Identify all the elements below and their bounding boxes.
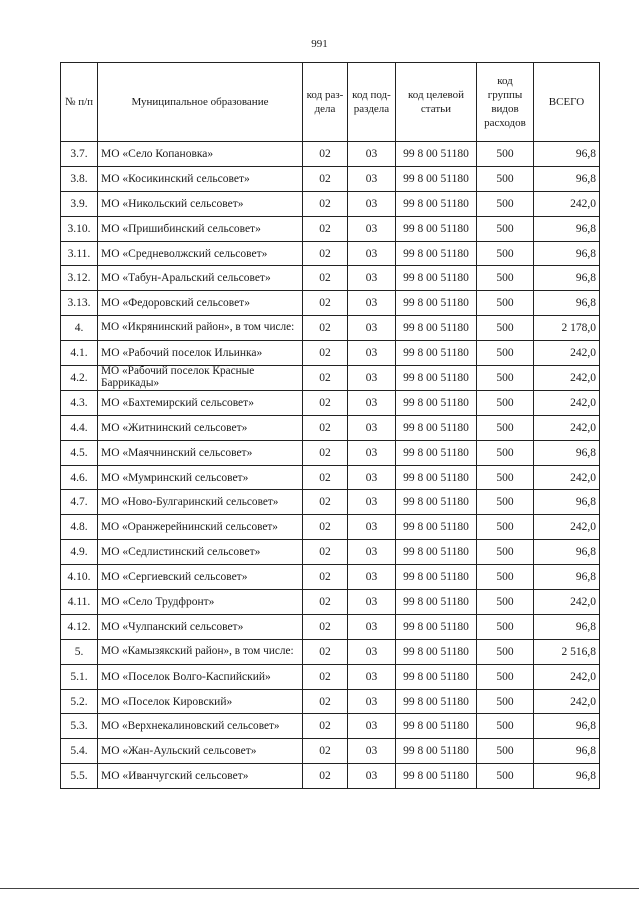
cell-subsection: 03 (348, 664, 396, 689)
table-row (61, 590, 600, 615)
cell-target: 99 8 00 51180 (396, 291, 477, 316)
cell-name: МО «Поселок Волго-Каспийский» (98, 664, 303, 689)
cell-target: 99 8 00 51180 (396, 440, 477, 465)
cell-name: МО «Табун-Аральский сельсовет» (98, 266, 303, 291)
cell-section: 02 (303, 142, 348, 167)
cell-group: 500 (477, 316, 534, 341)
cell-section: 02 (303, 614, 348, 639)
cell-group: 500 (477, 341, 534, 366)
cell-num: 5. (61, 639, 98, 664)
cell-target: 99 8 00 51180 (396, 689, 477, 714)
cell-section: 02 (303, 689, 348, 714)
cell-target: 99 8 00 51180 (396, 341, 477, 366)
cell-subsection: 03 (348, 465, 396, 490)
cell-total: 242,0 (534, 664, 600, 689)
cell-num: 5.3. (61, 714, 98, 739)
table-row (61, 415, 600, 440)
cell-name: МО «Чулпанский сельсовет» (98, 614, 303, 639)
cell-subsection: 03 (348, 415, 396, 440)
cell-group: 500 (477, 440, 534, 465)
cell-subsection: 03 (348, 639, 396, 664)
cell-section: 02 (303, 739, 348, 764)
cell-total: 96,8 (534, 714, 600, 739)
cell-section: 02 (303, 415, 348, 440)
cell-section: 02 (303, 440, 348, 465)
cell-subsection: 03 (348, 540, 396, 565)
cell-target: 99 8 00 51180 (396, 390, 477, 415)
cell-section: 02 (303, 366, 348, 391)
header-name: Муниципальное образование (98, 63, 303, 142)
cell-target: 99 8 00 51180 (396, 366, 477, 391)
cell-target: 99 8 00 51180 (396, 316, 477, 341)
cell-target: 99 8 00 51180 (396, 241, 477, 266)
cell-name: МО «Икрянинский район», в том числе: (98, 316, 303, 341)
table-row (61, 565, 600, 590)
cell-target: 99 8 00 51180 (396, 764, 477, 789)
cell-group: 500 (477, 689, 534, 714)
cell-name: МО «Село Копановка» (98, 142, 303, 167)
cell-name: МО «Оранжерейнинский сельсовет» (98, 515, 303, 540)
table-row (61, 515, 600, 540)
cell-group: 500 (477, 565, 534, 590)
cell-section: 02 (303, 166, 348, 191)
cell-total: 96,8 (534, 440, 600, 465)
cell-target: 99 8 00 51180 (396, 714, 477, 739)
cell-group: 500 (477, 366, 534, 391)
table-row (61, 465, 600, 490)
cell-total: 242,0 (534, 515, 600, 540)
cell-total: 242,0 (534, 366, 600, 391)
table-row (61, 316, 600, 341)
cell-section: 02 (303, 316, 348, 341)
cell-subsection: 03 (348, 515, 396, 540)
table-row (61, 366, 600, 391)
cell-name: МО «Средневолжский сельсовет» (98, 241, 303, 266)
cell-subsection: 03 (348, 266, 396, 291)
cell-num: 5.2. (61, 689, 98, 714)
cell-total: 96,8 (534, 166, 600, 191)
cell-target: 99 8 00 51180 (396, 142, 477, 167)
cell-group: 500 (477, 590, 534, 615)
cell-total: 242,0 (534, 191, 600, 216)
cell-section: 02 (303, 639, 348, 664)
table-row (61, 440, 600, 465)
table-row (61, 764, 600, 789)
cell-name: МО «Седлистинский сельсовет» (98, 540, 303, 565)
cell-num: 4.1. (61, 341, 98, 366)
cell-section: 02 (303, 465, 348, 490)
table-row (61, 714, 600, 739)
cell-section: 02 (303, 590, 348, 615)
cell-num: 4.6. (61, 465, 98, 490)
cell-num: 3.12. (61, 266, 98, 291)
cell-target: 99 8 00 51180 (396, 415, 477, 440)
cell-section: 02 (303, 515, 348, 540)
cell-target: 99 8 00 51180 (396, 515, 477, 540)
cell-name: МО «Житнинский сельсовет» (98, 415, 303, 440)
cell-name: МО «Село Трудфронт» (98, 590, 303, 615)
cell-total: 96,8 (534, 764, 600, 789)
cell-num: 4.9. (61, 540, 98, 565)
cell-group: 500 (477, 390, 534, 415)
table-row (61, 341, 600, 366)
table-row (61, 266, 600, 291)
cell-group: 500 (477, 764, 534, 789)
cell-section: 02 (303, 490, 348, 515)
cell-num: 3.9. (61, 191, 98, 216)
cell-name: МО «Рабочий поселок Ильинка» (98, 341, 303, 366)
table-row (61, 191, 600, 216)
cell-group: 500 (477, 714, 534, 739)
cell-name: МО «Федоровский сельсовет» (98, 291, 303, 316)
cell-group: 500 (477, 540, 534, 565)
cell-name: МО «Жан-Аульский сельсовет» (98, 739, 303, 764)
cell-num: 4.12. (61, 614, 98, 639)
header-subsection: код под-раздела (348, 63, 396, 142)
cell-section: 02 (303, 291, 348, 316)
cell-num: 3.7. (61, 142, 98, 167)
cell-name: МО «Поселок Кировский» (98, 689, 303, 714)
cell-num: 4.4. (61, 415, 98, 440)
cell-num: 4.3. (61, 390, 98, 415)
cell-group: 500 (477, 142, 534, 167)
cell-total: 96,8 (534, 739, 600, 764)
cell-subsection: 03 (348, 689, 396, 714)
cell-num: 4.2. (61, 366, 98, 391)
cell-section: 02 (303, 664, 348, 689)
cell-group: 500 (477, 266, 534, 291)
table-row (61, 540, 600, 565)
cell-name: МО «Маячнинский сельсовет» (98, 440, 303, 465)
cell-group: 500 (477, 191, 534, 216)
cell-num: 4.5. (61, 440, 98, 465)
cell-name: МО «Мумринский сельсовет» (98, 465, 303, 490)
cell-target: 99 8 00 51180 (396, 166, 477, 191)
cell-num: 3.11. (61, 241, 98, 266)
page-number: 991 (311, 38, 328, 50)
cell-total: 96,8 (534, 266, 600, 291)
cell-total: 96,8 (534, 241, 600, 266)
table-row (61, 241, 600, 266)
table-row (61, 739, 600, 764)
table-row (61, 689, 600, 714)
header-target: код целевой статьи (396, 63, 477, 142)
cell-target: 99 8 00 51180 (396, 739, 477, 764)
cell-total: 242,0 (534, 341, 600, 366)
cell-subsection: 03 (348, 316, 396, 341)
cell-name: МО «Косикинский сельсовет» (98, 166, 303, 191)
cell-num: 4.7. (61, 490, 98, 515)
cell-subsection: 03 (348, 614, 396, 639)
cell-subsection: 03 (348, 241, 396, 266)
cell-group: 500 (477, 415, 534, 440)
cell-section: 02 (303, 540, 348, 565)
cell-section: 02 (303, 216, 348, 241)
cell-total: 2 516,8 (534, 639, 600, 664)
cell-name: МО «Никольский сельсовет» (98, 191, 303, 216)
table-row (61, 490, 600, 515)
cell-total: 242,0 (534, 590, 600, 615)
cell-target: 99 8 00 51180 (396, 191, 477, 216)
table-header-row (61, 63, 600, 142)
cell-target: 99 8 00 51180 (396, 465, 477, 490)
table-row (61, 390, 600, 415)
cell-name: МО «Верхнекалиновский сельсовет» (98, 714, 303, 739)
table-row (61, 291, 600, 316)
cell-total: 96,8 (534, 216, 600, 241)
cell-section: 02 (303, 191, 348, 216)
cell-num: 3.10. (61, 216, 98, 241)
cell-total: 96,8 (534, 291, 600, 316)
cell-section: 02 (303, 241, 348, 266)
cell-num: 3.13. (61, 291, 98, 316)
budget-table (60, 62, 600, 789)
cell-num: 4.11. (61, 590, 98, 615)
table-body (61, 142, 600, 789)
cell-section: 02 (303, 390, 348, 415)
cell-target: 99 8 00 51180 (396, 266, 477, 291)
cell-num: 4. (61, 316, 98, 341)
cell-subsection: 03 (348, 142, 396, 167)
cell-total: 242,0 (534, 689, 600, 714)
cell-name: МО «Иванчугский сельсовет» (98, 764, 303, 789)
cell-num: 5.4. (61, 739, 98, 764)
cell-subsection: 03 (348, 764, 396, 789)
table-row (61, 639, 600, 664)
cell-group: 500 (477, 614, 534, 639)
cell-name: МО «Бахтемирский сельсовет» (98, 390, 303, 415)
cell-section: 02 (303, 266, 348, 291)
cell-group: 500 (477, 216, 534, 241)
cell-total: 242,0 (534, 390, 600, 415)
cell-target: 99 8 00 51180 (396, 664, 477, 689)
cell-target: 99 8 00 51180 (396, 216, 477, 241)
header-group: код группы видов расходов (477, 63, 534, 142)
cell-target: 99 8 00 51180 (396, 639, 477, 664)
cell-name: МО «Сергиевский сельсовет» (98, 565, 303, 590)
cell-target: 99 8 00 51180 (396, 590, 477, 615)
cell-subsection: 03 (348, 216, 396, 241)
cell-section: 02 (303, 764, 348, 789)
cell-group: 500 (477, 465, 534, 490)
table-row (61, 142, 600, 167)
cell-section: 02 (303, 341, 348, 366)
cell-group: 500 (477, 490, 534, 515)
cell-target: 99 8 00 51180 (396, 490, 477, 515)
cell-subsection: 03 (348, 490, 396, 515)
cell-total: 96,8 (534, 490, 600, 515)
cell-subsection: 03 (348, 291, 396, 316)
table-row (61, 664, 600, 689)
cell-group: 500 (477, 639, 534, 664)
footer-divider (0, 888, 639, 889)
cell-target: 99 8 00 51180 (396, 614, 477, 639)
cell-subsection: 03 (348, 390, 396, 415)
cell-name: МО «Камызякский район», в том числе: (98, 639, 303, 664)
cell-total: 242,0 (534, 465, 600, 490)
cell-num: 4.8. (61, 515, 98, 540)
cell-target: 99 8 00 51180 (396, 565, 477, 590)
cell-name: МО «Рабочий поселок Красные Баррикады» (98, 366, 303, 391)
cell-subsection: 03 (348, 166, 396, 191)
cell-name: МО «Пришибинский сельсовет» (98, 216, 303, 241)
cell-subsection: 03 (348, 366, 396, 391)
cell-total: 96,8 (534, 540, 600, 565)
table-row (61, 166, 600, 191)
cell-num: 5.5. (61, 764, 98, 789)
cell-section: 02 (303, 565, 348, 590)
cell-target: 99 8 00 51180 (396, 540, 477, 565)
header-total: ВСЕГО (534, 63, 600, 142)
cell-subsection: 03 (348, 341, 396, 366)
table-row (61, 614, 600, 639)
header-section: код раз-дела (303, 63, 348, 142)
cell-subsection: 03 (348, 191, 396, 216)
cell-subsection: 03 (348, 739, 396, 764)
cell-section: 02 (303, 714, 348, 739)
cell-num: 5.1. (61, 664, 98, 689)
cell-total: 242,0 (534, 415, 600, 440)
cell-subsection: 03 (348, 565, 396, 590)
cell-num: 4.10. (61, 565, 98, 590)
cell-subsection: 03 (348, 714, 396, 739)
cell-group: 500 (477, 739, 534, 764)
table-row (61, 216, 600, 241)
cell-group: 500 (477, 515, 534, 540)
cell-name: МО «Ново-Булгаринский сельсовет» (98, 490, 303, 515)
cell-total: 96,8 (534, 614, 600, 639)
header-num: № п/п (61, 63, 98, 142)
cell-group: 500 (477, 166, 534, 191)
cell-total: 96,8 (534, 142, 600, 167)
cell-total: 96,8 (534, 565, 600, 590)
cell-group: 500 (477, 241, 534, 266)
cell-total: 2 178,0 (534, 316, 600, 341)
cell-group: 500 (477, 291, 534, 316)
cell-group: 500 (477, 664, 534, 689)
cell-subsection: 03 (348, 590, 396, 615)
cell-subsection: 03 (348, 440, 396, 465)
cell-num: 3.8. (61, 166, 98, 191)
